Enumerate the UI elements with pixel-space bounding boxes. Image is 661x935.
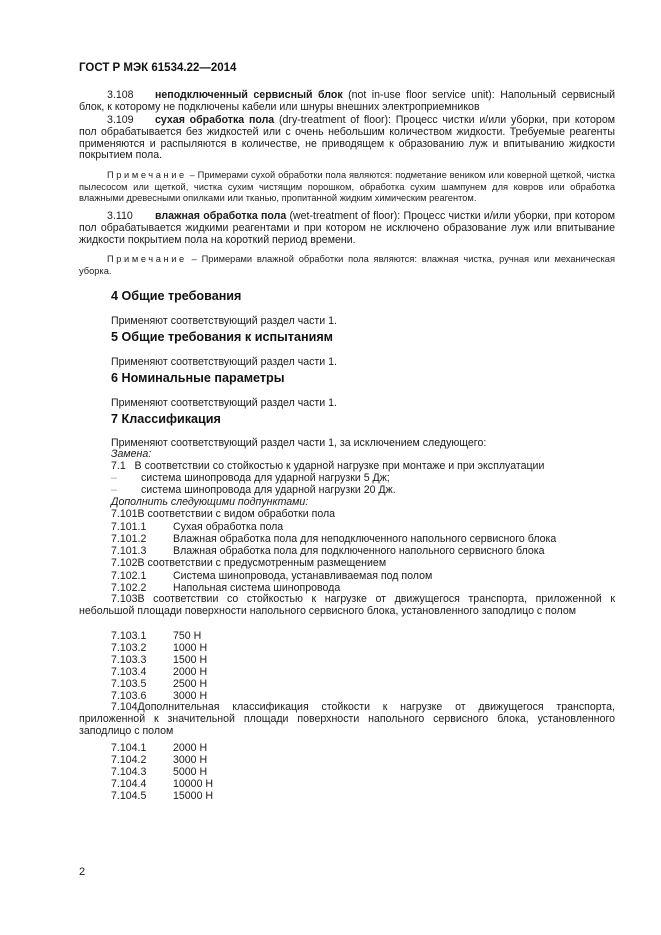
- replace-label: Замена:: [111, 448, 152, 460]
- item-number: 7.103.5: [111, 678, 147, 690]
- item-number: 7.104.4: [111, 778, 147, 790]
- section-5-body: Применяют соответствующий раздел части 1.: [111, 356, 337, 368]
- item-number: 7.103.1: [111, 630, 147, 642]
- item-7-1: 7.1 В соответствии со стойкостью к ударной нагрузке при монтаже и при эксплуатации: [111, 460, 545, 472]
- dash-item-text: система шинопровода для ударной нагрузки 20 Дж.: [141, 484, 396, 496]
- note-label: Примечание: [107, 170, 187, 180]
- section-7-title: 7 Классификация: [111, 412, 221, 426]
- item-text: 750 Н: [173, 630, 202, 642]
- item-number: 7.104.1: [111, 742, 147, 754]
- item-text: 3000 Н: [173, 690, 208, 702]
- item-text: 3000 Н: [173, 754, 208, 766]
- item-number: 7.101.2: [111, 533, 147, 545]
- definition-3-109: [79, 115, 615, 162]
- definition-term: сухая обработка пола: [155, 114, 275, 126]
- note-wet-treatment: [79, 254, 615, 277]
- item-text: 15000 Н: [173, 790, 214, 802]
- item-text: 5000 Н: [173, 766, 208, 778]
- item-text: 2500 Н: [173, 678, 208, 690]
- item-number: 7.101.1: [111, 521, 147, 533]
- definition-text: (wet-treatment of floor): Процесс чистки и/или уборки, при котором пол обрабатывается жидкими реагентами и при котором не исключено образование луж или впитывание жидкости покрытием пола на короткий период времени.: [79, 210, 615, 246]
- item-text: 2000 Н: [173, 666, 208, 678]
- item-number: 7.103.3: [111, 654, 147, 666]
- item-text: 10000 Н: [173, 778, 214, 790]
- item-text: Влажная обработка пола для подключенного напольного сервисного блока: [173, 545, 545, 557]
- note-text: – Примерами сухой обработки пола являются: подметание веником или коверной щеткой, чистка пылесосом или щеткой, чистка сухим чистящим порошком, обработка сухим шампунем для ковров или обработка влажными древесными опилками или тканью, пропитанной жидким химическим реагентом.: [79, 170, 615, 203]
- section-6-title: 6 Номинальные параметры: [111, 371, 285, 385]
- section-6-body: Применяют соответствующий раздел части 1.: [111, 397, 337, 409]
- item-text: Сухая обработка пола: [173, 521, 284, 533]
- item-7-104-text: 7.104Дополнительная классификация стойкости к нагрузке от движущегося транспорта, приложенной к значительной площади поверхности напольного сервисного блока, установленного заподлицо с полом: [79, 701, 615, 737]
- item-7-103-text: 7.103В соответствии со стойкостью к нагрузке от движущегося транспорта, приложенной к небольшой площади поверхности напольного сервисного блока, установленного заподлицо с полом: [79, 593, 615, 617]
- item-text: 1500 Н: [173, 654, 208, 666]
- item-number: 7.104.3: [111, 766, 147, 778]
- item-text: 1000 Н: [173, 642, 208, 654]
- item-number: 7.101.3: [111, 545, 147, 557]
- definition-3-108: [79, 90, 615, 114]
- note-label: Примечание: [107, 254, 187, 264]
- item-number: 7.102.2: [111, 582, 147, 594]
- item-7-101: 7.101В соответствии с видом обработки пола: [111, 508, 336, 520]
- item-number: 7.103.6: [111, 690, 147, 702]
- item-text: Влажная обработка пола для неподключенного напольного сервисного блока: [173, 533, 557, 545]
- definition-text: (not in-use floor service unit): Напольный сервисный блок, к которому не подключены кабели или шнуры внешних электроприемников: [79, 89, 615, 113]
- definition-number: 3.108: [107, 89, 134, 101]
- dash-item-text: система шинопровода для ударной нагрузки 5 Дж;: [141, 472, 390, 484]
- note-dry-treatment: [79, 170, 615, 205]
- definition-3-110: [79, 211, 615, 246]
- item-text: 2000 Н: [173, 742, 208, 754]
- item-7-104: [79, 702, 615, 737]
- section-5-title: 5 Общие требования к испытаниям: [111, 330, 333, 344]
- dash-item: [111, 472, 390, 484]
- dash-bullet-icon: –: [111, 472, 117, 484]
- item-number: 7.104.2: [111, 754, 147, 766]
- dash-bullet-icon: –: [111, 484, 117, 496]
- section-4-title: 4 Общие требования: [111, 289, 242, 303]
- definition-number: 3.110: [107, 210, 133, 222]
- item-number: 7.103.4: [111, 666, 147, 678]
- definition-term: неподключенный сервисный блок: [155, 89, 343, 101]
- definition-number: 3.109: [107, 114, 134, 126]
- definition-term: влажная обработка пола: [155, 210, 287, 222]
- item-7-102: 7.102В соответствии с предусмотренным размещением: [111, 557, 387, 569]
- item-number: 7.103.2: [111, 642, 147, 654]
- item-number: 7.104.5: [111, 790, 147, 802]
- section-4-body: Применяют соответствующий раздел части 1.: [111, 315, 337, 327]
- item-number: 7.102.1: [111, 570, 147, 582]
- item-text: Система шинопровода, устанавливаемая под полом: [173, 570, 433, 582]
- add-label: Дополнить следующими подпунктами:: [111, 496, 309, 508]
- document-header: ГОСТ Р МЭК 61534.22—2014: [79, 62, 237, 74]
- page-number: 2: [79, 866, 86, 878]
- section-7-body: Применяют соответствующий раздел части 1, за исключением следующего:: [111, 437, 487, 449]
- definition-text: (dry-treatment of floor): Процесс чистки и/или уборки, при котором пол обрабатывается без жидкостей или с очень небольшим количеством жидкости. Требуемые реагенты применяются и распыляются в количестве, не приводящем к образованию луж и впитыванию жидкости покрытием пола.: [79, 114, 615, 162]
- dash-item: [111, 484, 396, 496]
- item-7-103: [79, 594, 615, 618]
- note-text: – Примерами влажной обработки пола являются: влажная чистка, ручная или механическая уборка.: [79, 254, 615, 276]
- item-text: Напольная система шинопровода: [173, 582, 341, 594]
